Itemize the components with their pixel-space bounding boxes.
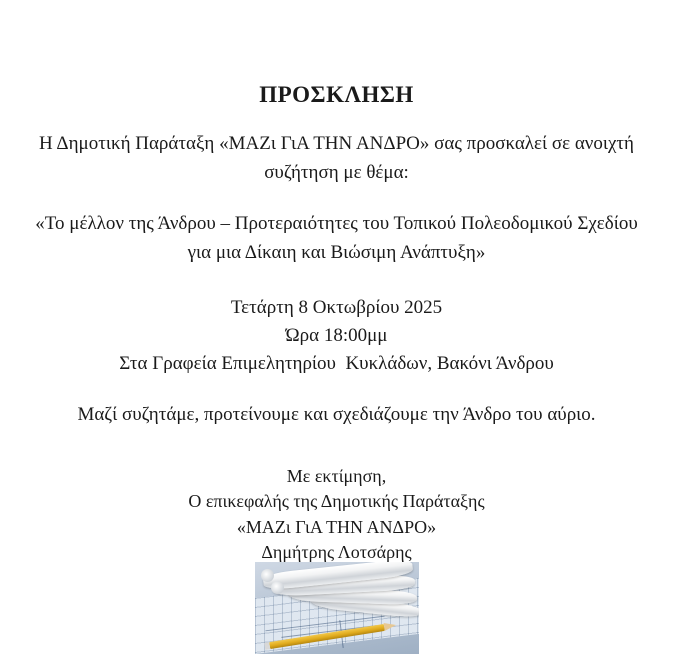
blueprints-image xyxy=(255,562,419,654)
page-title: ΠΡΟΣΚΛΗΣΗ xyxy=(259,82,414,107)
signature-role: Ο επικεφαλής της Δημοτικής Παράταξης xyxy=(188,491,485,512)
signature-party: «ΜΑΖι ΓιΑ ΤΗΝ ΑΝΔΡΟ» xyxy=(236,516,437,537)
event-venue: Στα Γραφεία Επιμελητηρίου Κυκλάδων, Βακόνι Άνδρου xyxy=(119,352,554,374)
signature-regards: Με εκτίμηση, xyxy=(286,465,387,486)
paper-roll-end xyxy=(271,581,284,594)
invitation-intro-text: Η Δημοτική Παράταξη «ΜΑΖι ΓιΑ ΤΗΝ ΑΝΔΡΟ» σας προσκαλεί σε ανοιχτή συζήτηση με θέμα: xyxy=(38,133,634,183)
event-details xyxy=(119,294,554,378)
paper-roll-end xyxy=(261,569,274,582)
signature-name: Δημήτρης Λοτσάρης xyxy=(261,542,412,563)
closing-statement: Μαζί συζητάμε, προτείνουμε και σχεδιάζουμε την Άνδρο του αύριο. xyxy=(77,403,596,425)
event-date: Τετάρτη 8 Οκτωβρίου 2025 xyxy=(230,296,443,318)
signature-block xyxy=(188,464,484,566)
invitation-theme-text: «Το μέλλον της Άνδρου – Προτεραιότητες του Τοπικού Πολεοδομικού Σχεδίου για μια Δίκαιη και Βιώσιμη Ανάπτυξη» xyxy=(35,212,638,263)
event-time: Ώρα 18:00μμ xyxy=(285,324,388,346)
